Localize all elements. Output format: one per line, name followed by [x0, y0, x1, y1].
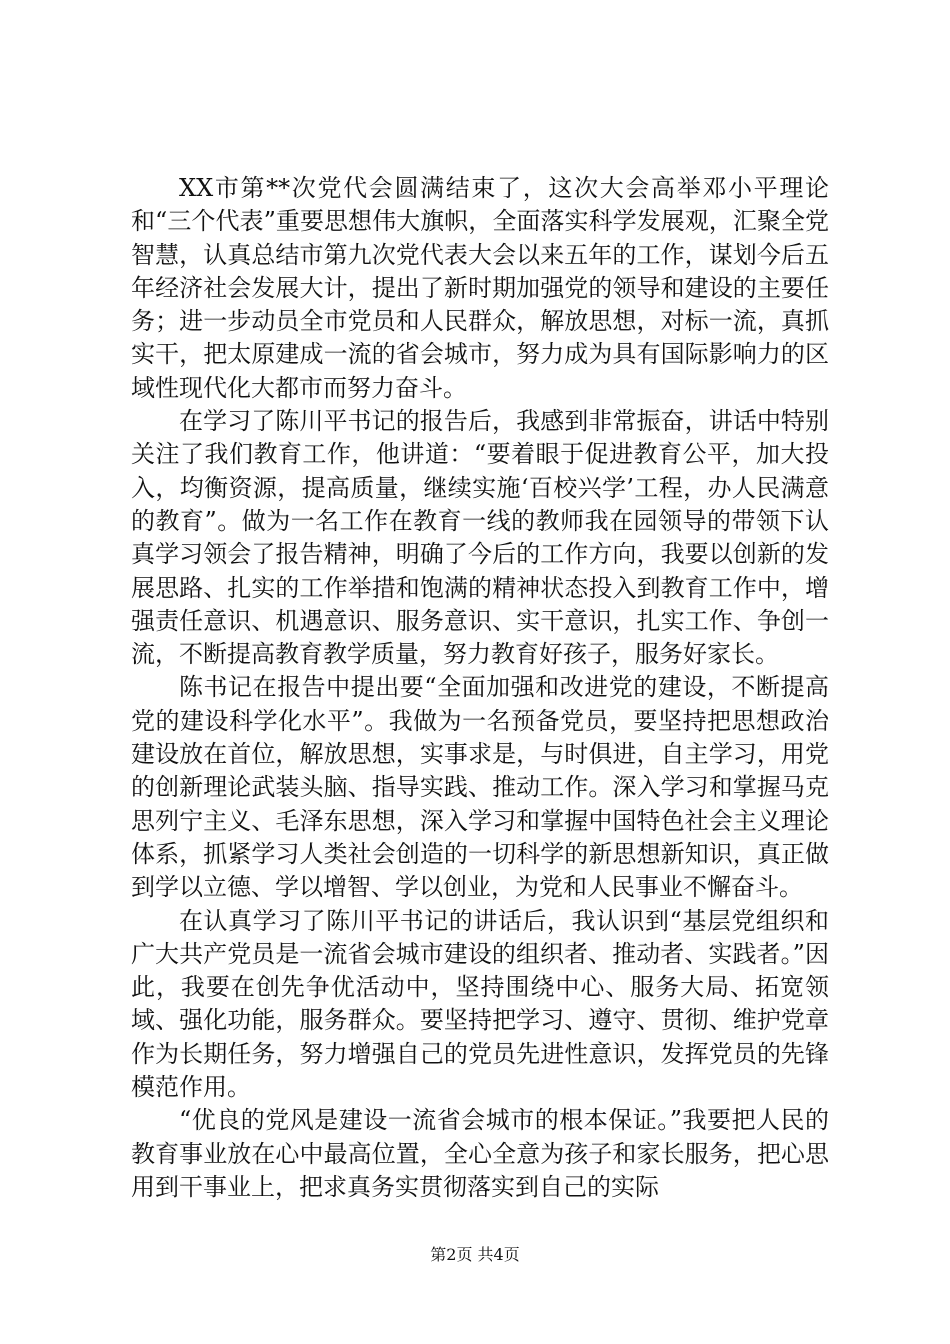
document-body [131, 172, 829, 1204]
paragraph: 陈书记在报告中提出要“全面加强和改进党的建设，不断提高党的建设科学化水平”。我做为一名预备党员，要坚持把思想政治建设放在首位，解放思想，实事求是，与时俱进，自主学习，用党的创新理论武装头脑、指导实践、推动工作。深入学习和掌握马克思列宁主义、毛泽东思想，深入学习和掌握中国特色社会主义理论体系，抓紧学习人类社会创造的一切科学的新思想新知识，真正做到学以立德、学以增智、学以创业，为党和人民事业不懈奋斗。 [131, 673, 829, 902]
paragraph: XX市第**次党代会圆满结束了，这次大会高举邓小平理论和“三个代表”重要思想伟大旗帜，全面落实科学发展观，汇聚全党智慧，认真总结市第九次党代表大会以来五年的工作，谋划今后五年经济社会发展大计，提出了新时期加强党的领导和建设的主要任务；进一步动员全市党员和人民群众，解放思想，对标一流，真抓实干，把太原建成一流的省会城市，努力成为具有国际影响力的区域性现代化大都市而努力奋斗。 [131, 174, 829, 402]
paragraph: 在认真学习了陈川平书记的讲话后，我认识到“基层党组织和广大共产党员是一流省会城市建设的组织者、推动者、实践者。”因此，我要在创先争优活动中，坚持围绕中心、服务大局、拓宽领域、强化功能，服务群众。要坚持把学习、遵守、贯彻、维护党章作为长期任务，努力增强自己的党员先进性意识，发挥党员的先锋模范作用。 [131, 906, 829, 1102]
page-footer: 第2页 共4页 [430, 1245, 520, 1264]
paragraph: 在学习了陈川平书记的报告后，我感到非常振奋，讲话中特别关注了我们教育工作，他讲道：“要着眼于促进教育公平，加大投入，均衡资源，提高质量，继续实施‘百校兴学’工程，办人民满意的教育”。做为一名工作在教育一线的教师我在园领导的带领下认真学习领会了报告精神，明确了今后的工作方向，我要以创新的发展思路、扎实的工作举措和饱满的精神状态投入到教育工作中，增强责任意识、机遇意识、服务意识、实干意识，扎实工作、争创一流，不断提高教育教学质量，努力教育好孩子，服务好家长。 [131, 407, 829, 669]
paragraph: “优良的党风是建设一流省会城市的根本保证。”我要把人民的教育事业放在心中最高位置，全心全意为孩子和家长服务，把心思用到干事业上，把求真务实贯彻落实到自己的实际 [131, 1106, 829, 1201]
